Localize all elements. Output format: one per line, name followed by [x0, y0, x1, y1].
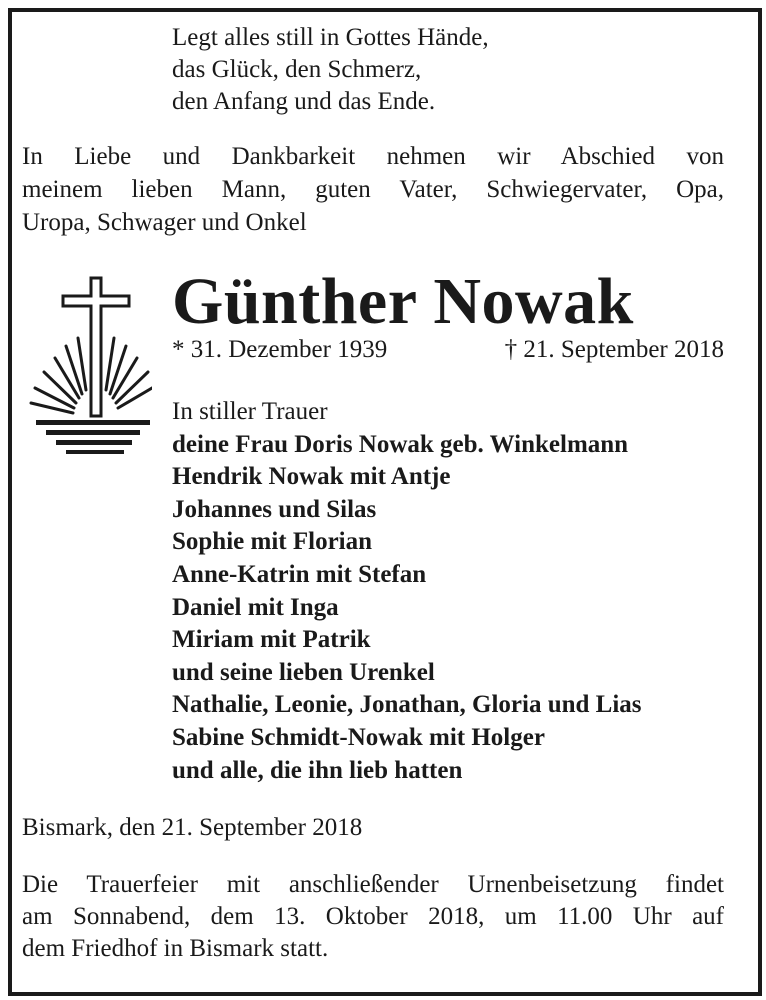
funeral-line: Die Trauerfeier mit anschließender Urnenbeisetzung findet — [22, 871, 724, 898]
intro-text — [22, 140, 724, 239]
intro-line: Uropa, Schwager und Onkel — [22, 209, 307, 236]
poem-line: das Glück, den Schmerz, — [172, 56, 422, 83]
mourner-line: Johannes und Silas — [172, 495, 377, 523]
intro-line: In Liebe und Dankbarkeit nehmen wir Abschied von — [22, 143, 724, 170]
life-dates — [172, 334, 724, 366]
deceased-name: Günther Nowak — [172, 265, 634, 338]
mourner-line: Sophie mit Florian — [172, 528, 373, 556]
mourner-line: und seine lieben Urenkel — [172, 658, 435, 686]
mourner-line: Hendrik Nowak mit Antje — [172, 463, 451, 491]
mourners-list — [172, 396, 642, 787]
poem — [172, 22, 489, 118]
mourner-line: und alle, die ihn lieb hatten — [172, 756, 463, 784]
funeral-line: am Sonnabend, dem 13. Oktober 2018, um 11.00 Uhr auf — [22, 903, 724, 930]
death-date: † 21. September 2018 — [504, 336, 724, 363]
cross-with-sun-rays-icon — [22, 266, 152, 466]
birth-date: * 31. Dezember 1939 — [172, 336, 388, 363]
mourner-line: Anne-Katrin mit Stefan — [172, 560, 427, 588]
poem-line: Legt alles still in Gottes Hände, — [172, 24, 489, 51]
poem-line: den Anfang und das Ende. — [172, 88, 436, 115]
funeral-notice — [22, 869, 724, 965]
intro-line: meinem lieben Mann, guten Vater, Schwiegervater, Opa, — [22, 176, 724, 203]
place-date: Bismark, den 21. September 2018 — [22, 814, 363, 841]
mourner-line: Miriam mit Patrik — [172, 626, 371, 654]
funeral-line: dem Friedhof in Bismark statt. — [22, 935, 329, 962]
mourner-line: deine Frau Doris Nowak geb. Winkelmann — [172, 430, 629, 458]
mourner-line: Sabine Schmidt-Nowak mit Holger — [172, 723, 545, 751]
mourner-line: Nathalie, Leonie, Jonathan, Gloria und Lias — [172, 691, 642, 719]
mourners-heading: In stiller Trauer — [172, 398, 328, 425]
mourner-line: Daniel mit Inga — [172, 593, 339, 621]
